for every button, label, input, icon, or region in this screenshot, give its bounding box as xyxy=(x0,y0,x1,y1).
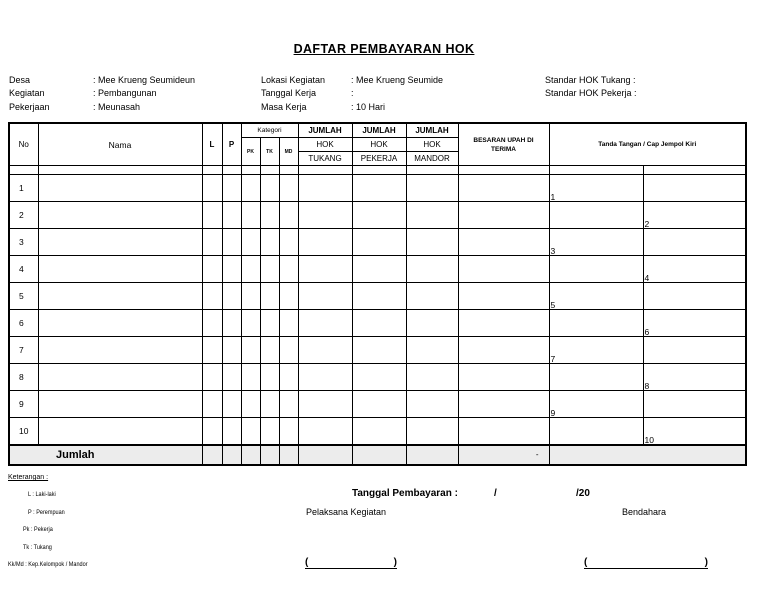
payment-table xyxy=(8,122,747,466)
signature-number: 8 xyxy=(644,381,650,391)
jumlah-label: Jumlah xyxy=(9,445,202,465)
lokasi-label: Lokasi Kegiatan xyxy=(261,75,326,85)
pekerjaan-label: Pekerjaan xyxy=(9,102,50,112)
signature-cell-left[interactable] xyxy=(549,364,643,391)
row-number: 5 xyxy=(9,283,38,310)
legend-item: Kk/Md : Kep.Kelompok / Mandor xyxy=(8,561,88,568)
signature-cell-right[interactable] xyxy=(643,175,746,202)
table-row xyxy=(9,364,746,391)
signature-cell-right[interactable] xyxy=(643,202,746,229)
lokasi-value: : Mee Krueng Seumide xyxy=(351,75,444,85)
table-row xyxy=(9,229,746,256)
bendahara-signature-line[interactable] xyxy=(584,557,708,569)
pelaksana-label: Pelaksana Kegiatan xyxy=(306,507,387,517)
jumlah-row xyxy=(9,445,746,465)
signature-cell-left[interactable] xyxy=(549,391,643,418)
col-hok-pekerja: HOK xyxy=(352,138,406,152)
col-hok-tukang: HOK xyxy=(298,138,352,152)
table-row xyxy=(9,310,746,337)
tanggal-kerja-value: : xyxy=(351,88,354,98)
tanggal-pembayaran-label: Tanggal Pembayaran : xyxy=(352,488,458,499)
kegiatan-label: Kegiatan xyxy=(9,88,45,98)
nama-cell[interactable] xyxy=(38,418,202,445)
nama-cell[interactable] xyxy=(38,175,202,202)
nama-cell[interactable] xyxy=(38,229,202,256)
col-tk-header: TK xyxy=(260,138,279,166)
legend-item: Pk : Pekerja xyxy=(23,526,53,533)
signature-cell-right[interactable] xyxy=(643,283,746,310)
bendahara-label: Bendahara xyxy=(622,507,667,517)
tanggal-kerja-label: Tanggal Kerja xyxy=(261,88,317,98)
row-number: 8 xyxy=(9,364,38,391)
col-nama-header: Nama xyxy=(38,123,202,166)
row-number: 9 xyxy=(9,391,38,418)
nama-cell[interactable] xyxy=(38,391,202,418)
signature-cell-left[interactable] xyxy=(549,418,643,445)
masa-kerja-value: : 10 Hari xyxy=(351,102,386,112)
document-title: DAFTAR PEMBAYARAN HOK xyxy=(293,42,475,56)
nama-cell[interactable] xyxy=(38,256,202,283)
paren-close: ) xyxy=(704,557,708,568)
masa-kerja-label: Masa Kerja xyxy=(261,102,307,112)
signature-cell-right[interactable] xyxy=(643,310,746,337)
col-ttd-header: Tanda Tangan / Cap Jempol Kiri xyxy=(549,123,746,166)
legend-item: Tk : Tukang xyxy=(23,544,52,551)
jumlah-value: - xyxy=(458,445,549,465)
signature-cell-right[interactable] xyxy=(643,337,746,364)
row-number: 3 xyxy=(9,229,38,256)
desa-label: Desa xyxy=(9,75,31,85)
col-no-header: No xyxy=(9,123,38,166)
signature-number: 4 xyxy=(644,273,650,283)
tanggal-slash: / xyxy=(494,488,497,499)
signature-cell-left[interactable] xyxy=(549,310,643,337)
col-l-header: L xyxy=(202,123,222,166)
signature-cell-left[interactable] xyxy=(549,283,643,310)
legend-item: P : Perempuan xyxy=(28,509,65,516)
signature-number: 7 xyxy=(550,354,556,364)
col-md-header: MD xyxy=(279,138,298,166)
table-row xyxy=(9,256,746,283)
standar-tukang: Standar HOK Tukang : xyxy=(545,75,636,85)
col-jumlah-tukang-header: JUMLAH xyxy=(298,123,352,138)
signature-cell-right[interactable] xyxy=(643,391,746,418)
table-row xyxy=(9,175,746,202)
row-number: 7 xyxy=(9,337,38,364)
signature-cell-right[interactable] xyxy=(643,256,746,283)
nama-cell[interactable] xyxy=(38,283,202,310)
signature-number: 2 xyxy=(644,219,650,229)
col-jumlah-mandor-header: JUMLAH xyxy=(406,123,458,138)
signature-cell-right[interactable] xyxy=(643,364,746,391)
table-row xyxy=(9,337,746,364)
col-p-header: P xyxy=(222,123,241,166)
paren-open: ( xyxy=(584,557,588,568)
nama-cell[interactable] xyxy=(38,310,202,337)
paren-open: ( xyxy=(305,557,309,568)
col-mandor: MANDOR xyxy=(406,152,458,166)
row-number: 4 xyxy=(9,256,38,283)
legend-item: L : Laki-laki xyxy=(28,491,56,498)
kegiatan-value: : Pembangunan xyxy=(93,88,157,98)
signature-number: 5 xyxy=(550,300,556,310)
row-number: 1 xyxy=(9,175,38,202)
row-number: 6 xyxy=(9,310,38,337)
col-besaran-header: BESARAN UPAH DI TERIMA xyxy=(458,123,549,166)
col-hok-mandor: HOK xyxy=(406,138,458,152)
tanggal-year: /20 xyxy=(576,488,590,499)
col-jumlah-pekerja-header: JUMLAH xyxy=(352,123,406,138)
desa-value: : Mee Krueng Seumideun xyxy=(93,75,196,85)
table-row xyxy=(9,283,746,310)
table-row xyxy=(9,202,746,229)
signature-cell-left[interactable] xyxy=(549,202,643,229)
table-row xyxy=(9,391,746,418)
keterangan-label: Keterangan : xyxy=(8,474,49,481)
nama-cell[interactable] xyxy=(38,364,202,391)
pelaksana-signature-line[interactable] xyxy=(305,557,397,569)
signature-number: 10 xyxy=(644,434,654,445)
signature-cell-right[interactable] xyxy=(643,418,746,445)
signature-cell-left[interactable] xyxy=(549,337,643,364)
signature-cell-left[interactable] xyxy=(549,175,643,202)
signature-cell-right[interactable] xyxy=(643,229,746,256)
standar-pekerja: Standar HOK Pekerja : xyxy=(545,88,637,98)
signature-number: 1 xyxy=(550,192,556,202)
row-number: 2 xyxy=(9,202,38,229)
col-tukang: TUKANG xyxy=(298,152,352,166)
col-pekerja: PEKERJA xyxy=(352,152,406,166)
paren-close: ) xyxy=(393,557,397,568)
col-pk-header: PK xyxy=(241,138,260,166)
signature-number: 3 xyxy=(550,246,556,256)
nama-cell[interactable] xyxy=(38,202,202,229)
signature-number: 9 xyxy=(550,408,556,418)
signature-cell-left[interactable] xyxy=(549,256,643,283)
table-row xyxy=(9,418,746,445)
col-kategori-header: Kategori xyxy=(241,123,298,138)
nama-cell[interactable] xyxy=(38,337,202,364)
row-number: 10 xyxy=(9,418,38,445)
signature-cell-left[interactable] xyxy=(549,229,643,256)
pekerjaan-value: : Meunasah xyxy=(93,102,141,112)
signature-number: 6 xyxy=(644,327,650,337)
